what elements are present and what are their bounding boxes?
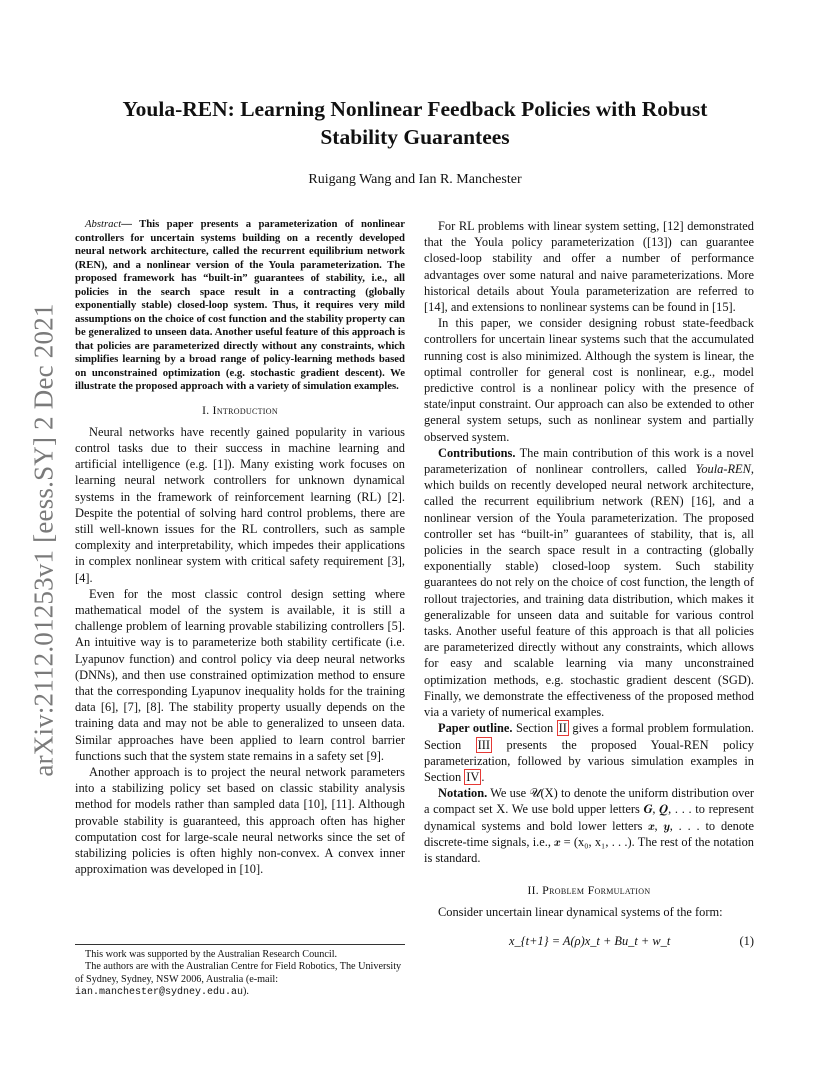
outline-text-3: presents the proposed Youal-REN policy parameterization, followed by various simulation examples in Section	[424, 737, 754, 784]
equation-body: x_{t+1} = A(ρ)x_t + Bu_t + w_t	[509, 933, 671, 948]
arxiv-identifier: arXiv:2112.01253v1 [eess.SY] 2 Dec 2021	[28, 303, 59, 777]
title-line-1: Youla-REN: Learning Nonlinear Feedback Policies with Robust	[122, 97, 708, 121]
section-title: Problem Formulation	[542, 883, 651, 898]
contributions-text-1: The main contribution of this work is a novel parameterization of nonlinear controllers, called	[424, 445, 754, 477]
equation-number: (1)	[739, 933, 754, 948]
contributions-text-2: , which builds on recently developed neural network architecture, called the recurrent equilibrium network (REN) [16], and a nonlinear version of the Youla parameterization. The proposed controller set has “built-in” guarantees of stability, that is, all policies in the search space result in a contracting (globally exponentially stable) closed-loop system. Such stability guarantees do not rely on the choice of cost function, the length of rollout trajectories, and training data distribution, which makes it generalizable for unseen data and suitable for various control tasks. Another useful feature of this approach is that all policies are parameterized directly without any constraints, which allows for easy and scalable learning via many unconstrained optimization methods, e.g. stochastic gradient descent (SGD). Finally, we demonstrate the effectiveness of the proposed method via a variety of numerical examples.	[424, 462, 754, 720]
abstract-text: — This paper presents a parameterization of nonlinear controllers for uncertain systems building on a recently developed neural network architecture, called the recurrent equilibrium network (REN), and a nonlinear version of the Youla parameterization. The proposed framework has “built-in” guarantees of stability, i.e., all policies in the search space result in a contracting (globally exponentially stable) closed-loop system. Thus, it requires very mild assumptions on the choice of cost function and the stability property can be generalized to unseen data. Another useful feature of this approach is that policies are parameterized directly without any constraints, which simplifies learning by a broad range of policy-learning methods based on unconstrained optimization (e.g. stochastic gradient descent). We illustrate the proposed approach with a variety of simulation examples.	[75, 218, 405, 392]
abstract	[75, 218, 405, 394]
right-column	[424, 218, 754, 949]
section-2-link[interactable]: II	[558, 721, 567, 736]
outline-text-2: gives a formal problem formulation. Section	[424, 721, 754, 752]
intro-paragraph-1: Neural networks have recently gained popularity in various control tasks due to their success in machine learning and artificial intelligence (e.g. [1]). Many existing work focuses on learning neural network controllers for unknown dynamical systems in the framework of reinforcement learning (RL) [2]. Despite the potential of solving hard control problems, there are still well-known issues for the RL controllers, such as sample complexity and interpretability, which impedes their applications in complex nonlinear system with critical safety requirement [3], [4].	[75, 424, 405, 585]
outline-text-1: Section	[512, 721, 557, 736]
intro-paragraph-3: Another approach is to project the neural network parameters into a stabilizing policy set based on classic stability analysis method for models rather than sampled data [10], [11]. Although provable stability is guaranteed, this approach often has higher computation cost for large-scale neural networks since the set of stabilizing policies is often highly non-convex. A convex inner approximation was developed in [10].	[75, 764, 405, 877]
arxiv-sidebar	[24, 290, 64, 790]
section-4-link[interactable]: IV	[466, 769, 480, 784]
section-title: Introduction	[212, 402, 278, 417]
abstract-label: Abstract	[85, 218, 122, 230]
problem-paragraph: Consider uncertain linear dynamical systems of the form:	[438, 905, 723, 920]
authors: Ruigang Wang and Ian R. Manchester	[308, 172, 522, 187]
section-heading-problem-formulation	[424, 882, 754, 899]
left-column	[75, 218, 405, 877]
scope-paragraph: In this paper, we consider designing robust state-feedback controllers for uncertain linear systems such that the accumulated running cost is also minimized. Although the system is linear, the optimal controller for general cost is nonlinear, e.g., model predictive control is a nonlinear policy with the presence of state/input constraint. Our approach can also be extended to other general system setups, such as nonlinear system and partially observed system.	[424, 316, 754, 444]
notation-lead: Notation.	[438, 786, 488, 801]
section-number: II.	[527, 885, 543, 898]
notation-text: We use 𝒰(X) to denote the uniform distribution over a compact set X. We use bold upper letters 𝑮, 𝑸, . . . to represent dynamical systems and bold lower letters 𝒙, 𝒚, . . . to denote discrete-time signals, i.e., 𝒙 = (x₀, x₁, . . .). The rest of the notation is standard.	[424, 786, 754, 865]
footnote	[75, 944, 405, 1000]
affiliation-tail: ).	[243, 986, 249, 998]
footnote-funding: This work was supported by the Australian Research Council.	[85, 949, 338, 960]
contributions-paragraph	[424, 445, 754, 720]
outline-lead: Paper outline.	[438, 721, 513, 736]
outline-text-4: .	[481, 769, 485, 784]
youla-ren-name: Youla-REN	[695, 462, 751, 477]
footnote-rule	[75, 944, 405, 945]
intro-paragraph-2: Even for the most classic control design setting where mathematical model of the system is available, it is still a challenge problem of learning provable stabilizing controllers [5]. An intuitive way is to parameterize both stability certificate (i.e. Lyapunov function) and control policy via deep neural networks (DNNs), and then use constrained optimization method to ensure that the corresponding Lyapunov inequality holds for the training data [6], [7], [8]. The stability property usually depends on the training data and may not be able to generalized to unseen data. Similar approaches have been applied to learn control barrier functions such that the system state remains in a safety set [9].	[75, 586, 405, 763]
paper-title	[80, 95, 750, 151]
title-line-2: Stability Guarantees	[320, 125, 510, 149]
rl-paragraph: For RL problems with linear system setting, [12] demonstrated that the Youla policy parameterization ([13]) can guarantee closed-loop stability and offer a number of performance advantages over some natural and naive parameterizations. More historical details about Youla parameterization are referred to [14], and extensions to nonlinear systems can be found in [15].	[424, 219, 754, 315]
affiliation-text: The authors are with the Australian Centre for Field Robotics, The University of Sydney, Sydney, NSW 2006, Australia (e-mail:	[75, 961, 402, 985]
section-number: I.	[202, 404, 213, 417]
author-email[interactable]: ian.manchester@sydney.edu.au	[75, 987, 244, 999]
notation-paragraph	[424, 785, 754, 866]
equation-1	[424, 933, 754, 949]
footnote-affiliation	[75, 961, 405, 999]
section-heading-introduction	[75, 402, 405, 419]
contributions-lead: Contributions.	[438, 445, 516, 460]
outline-paragraph	[424, 720, 754, 785]
section-3-link[interactable]: III	[477, 737, 491, 752]
